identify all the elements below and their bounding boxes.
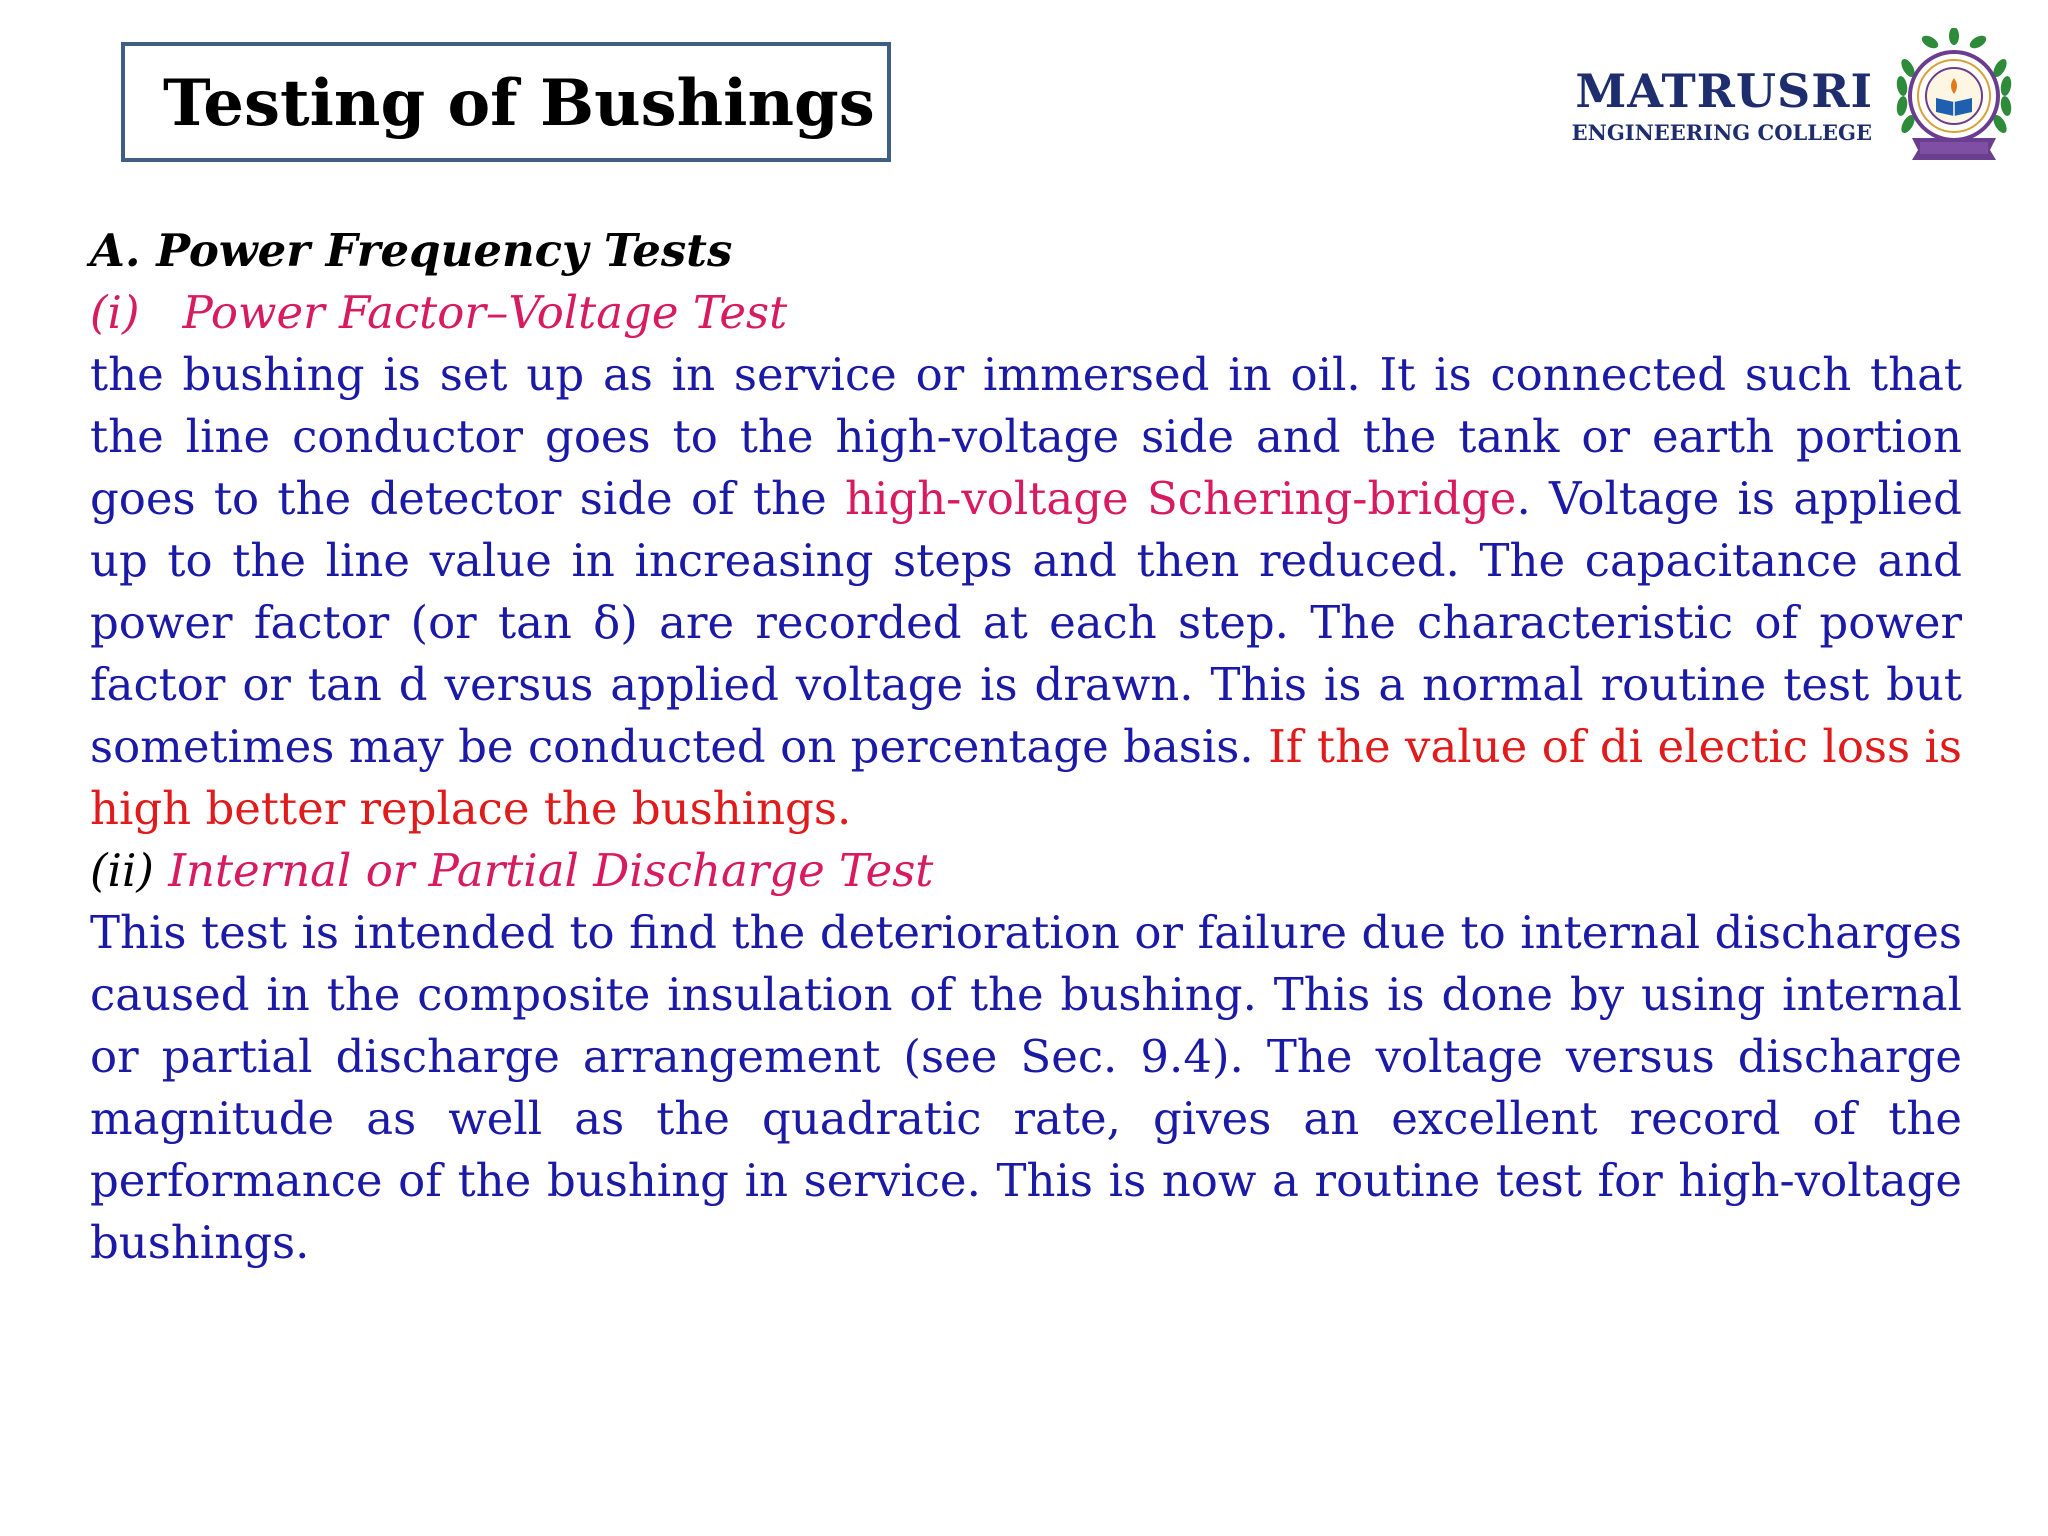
slide-content: [90, 220, 1962, 1274]
logo-college-name: MATRUSRI: [1575, 64, 1873, 118]
subsection-1-paragraph: [90, 344, 1962, 840]
slide-title-box: [121, 42, 891, 162]
subsection-1-title: Power Factor–Voltage Test: [182, 286, 788, 339]
subsection-2-number: (ii): [90, 844, 154, 897]
slide-title: Testing of Bushings: [163, 66, 875, 141]
dielectric-loss-warning: If the value of di electic loss is high better replace the bushings.: [90, 720, 1962, 835]
subsection-1-text-b: . Voltage is applied up to the line value in increasing steps and then reduced. The capacitance and power factor (or tan δ) are recorded at each step. The characteristic of power factor or tan d versus applied voltage is drawn. This is a normal routine test but sometimes may be conducted on percentage basis.: [90, 472, 1962, 773]
subsection-1-text-a: the bushing is set up as in service or immersed in oil. It is connected such that the line conductor goes to the high-voltage side and the tank or earth portion goes to the detector side of the: [90, 348, 1962, 525]
subsection-2-title: Internal or Partial Discharge Test: [168, 844, 934, 897]
section-heading: A. Power Frequency Tests: [90, 224, 733, 277]
college-emblem-icon: [1890, 28, 2018, 168]
schering-bridge-highlight: high-voltage Schering-bridge: [845, 472, 1517, 525]
subsection-1-heading: [90, 282, 1962, 344]
logo-college-subtitle: ENGINEERING COLLEGE: [1571, 120, 1872, 145]
subsection-2-heading: [90, 840, 1962, 902]
subsection-2-paragraph: This test is intended to find the deterioration or failure due to internal discharges caused in the composite insulation of the bushing. This is done by using internal or partial discharge arrangement (see Sec. 9.4). The voltage versus discharge magnitude as well as the quadratic rate, gives an excellent record of the performance of the bushing in service. This is now a routine test for high-voltage bushings.: [90, 906, 1962, 1269]
college-logo: [1518, 28, 2018, 168]
subsection-1-number: (i): [90, 286, 140, 339]
